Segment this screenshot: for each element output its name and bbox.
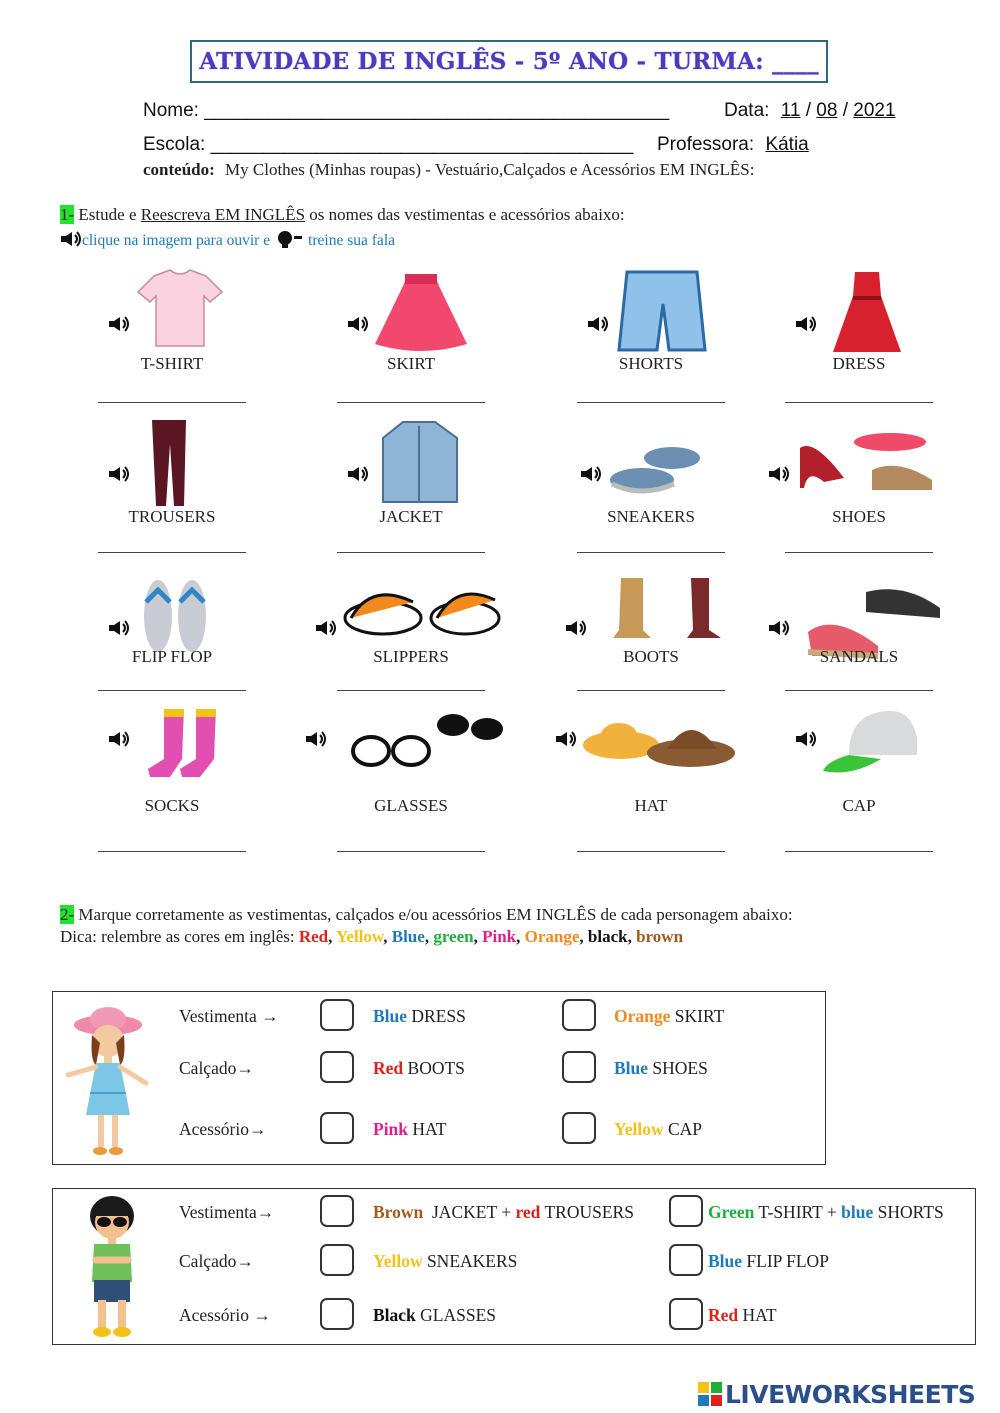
vocab-item-socks <box>72 705 272 857</box>
instr-c: os nomes das vestimentas e acessórios abaixo: <box>309 205 625 224</box>
speaker-icon[interactable] <box>580 466 602 482</box>
opt-color: Blue <box>614 1058 649 1078</box>
boy-checkbox-red-hat[interactable] <box>669 1298 703 1330</box>
teacher-field <box>657 134 809 156</box>
date-year: 2021 <box>853 100 896 121</box>
speaker-icon[interactable] <box>347 316 369 332</box>
answer-blank[interactable] <box>785 690 933 691</box>
logo-icon <box>698 1382 722 1406</box>
skirt-image[interactable] <box>373 268 469 358</box>
item-label: SHOES <box>832 507 886 526</box>
opt-item: JACKET + <box>432 1202 512 1222</box>
date-label: Data: <box>724 100 770 121</box>
color-word-yellow: Yellow <box>336 927 384 946</box>
speaker-icon[interactable] <box>108 466 130 482</box>
vocab-item-boots <box>551 572 751 696</box>
shoes-image[interactable] <box>794 418 944 508</box>
item-label: HAT <box>634 796 668 815</box>
opt-item: FLIP FLOP <box>746 1251 829 1271</box>
hat-image[interactable] <box>581 705 741 795</box>
opt-color: Black <box>373 1305 416 1325</box>
answer-blank[interactable] <box>98 552 246 553</box>
trousers-image[interactable] <box>134 418 230 508</box>
boy-character-image <box>72 1194 152 1342</box>
girl-row3-label: Acessório→ <box>179 1119 267 1139</box>
color-word-green: green <box>433 927 474 946</box>
item-label: SOCKS <box>144 796 200 815</box>
girl-option-red-boots <box>373 1058 465 1079</box>
t-shirt-image[interactable] <box>134 268 230 358</box>
opt-item: T-SHIRT + <box>758 1202 837 1222</box>
answer-blank[interactable] <box>785 402 933 403</box>
cap-image[interactable] <box>821 705 917 795</box>
item-label: DRESS <box>832 354 886 373</box>
color-word-black: black <box>587 927 628 946</box>
speaker-icon[interactable] <box>768 466 790 482</box>
vocab-item-sneakers <box>551 418 751 558</box>
answer-blank[interactable] <box>98 851 246 852</box>
dress-image[interactable] <box>821 268 917 358</box>
liveworksheets-logo <box>698 1380 975 1408</box>
boy-option-blue-flipflop <box>708 1251 829 1272</box>
opt-color: blue <box>841 1202 874 1222</box>
date-month: 08 <box>816 100 838 121</box>
speaker-icon[interactable] <box>347 466 369 482</box>
opt-item: BOOTS <box>407 1058 465 1078</box>
girl-checkbox-blue-dress[interactable] <box>320 999 354 1031</box>
boy-option-brown-jacket-red-trousers <box>373 1202 634 1223</box>
girl-checkbox-red-boots[interactable] <box>320 1051 354 1083</box>
opt-color: Green <box>708 1202 755 1222</box>
color-list: Red, Yellow, Blue, green, Pink, Orange, black, brown <box>298 927 684 946</box>
vocab-item-t-shirt <box>72 268 272 408</box>
socks-image[interactable] <box>134 705 230 795</box>
girl-option-yellow-cap <box>614 1119 702 1140</box>
vocab-item-jacket <box>311 418 511 558</box>
name-field[interactable]: Nome: ____________________________________________ <box>143 100 670 121</box>
item-label: SKIRT <box>386 354 436 373</box>
opt-color: Yellow <box>373 1251 423 1271</box>
girl-character-image <box>60 1003 155 1158</box>
color-word-blue: Blue <box>391 927 425 946</box>
answer-blank[interactable] <box>337 690 485 691</box>
opt-item: HAT <box>742 1305 777 1325</box>
item-label: BOOTS <box>623 647 679 666</box>
speaker-icon[interactable] <box>795 731 817 747</box>
item-label: TROUSERS <box>128 507 216 526</box>
teacher-label: Professora: <box>657 134 755 155</box>
opt-item: HAT <box>412 1119 447 1139</box>
answer-blank[interactable] <box>337 552 485 553</box>
speaker-icon[interactable] <box>108 731 130 747</box>
boy-row2-label: Calçado→ <box>179 1251 254 1271</box>
speaker-icon[interactable] <box>587 316 609 332</box>
item-label: SLIPPERS <box>373 647 449 666</box>
boy-checkbox-green-tshirt[interactable] <box>669 1195 703 1227</box>
speaker-icon[interactable] <box>565 620 587 636</box>
girl-option-blue-shoes <box>614 1058 708 1079</box>
vocab-item-trousers <box>72 418 272 558</box>
boy-option-green-tshirt-blue-shorts <box>708 1202 944 1223</box>
opt-color: Brown <box>373 1202 424 1222</box>
item-label: SNEAKERS <box>607 507 695 526</box>
opt-color: Red <box>373 1058 404 1078</box>
vocab-item-skirt <box>311 268 511 408</box>
girl-checkbox-orange-skirt[interactable] <box>562 999 596 1031</box>
content-line <box>143 160 754 180</box>
item-label: JACKET <box>379 507 443 526</box>
answer-blank[interactable] <box>577 851 725 852</box>
speaker-icon[interactable] <box>555 731 577 747</box>
boy-checkbox-blue-flipflop[interactable] <box>669 1244 703 1276</box>
vocab-item-hat <box>551 705 751 857</box>
sneakers-image[interactable] <box>606 418 716 508</box>
opt-color: Blue <box>373 1006 408 1026</box>
answer-blank[interactable] <box>785 851 933 852</box>
opt-color: Red <box>708 1305 739 1325</box>
opt-item: CAP <box>667 1119 702 1139</box>
vocab-item-shorts <box>551 268 751 408</box>
opt-color: Yellow <box>614 1119 664 1139</box>
jacket-image[interactable] <box>373 418 469 508</box>
instr-a: Estude e <box>78 205 137 224</box>
vocab-item-slippers <box>311 572 511 696</box>
girl-checkbox-pink-hat[interactable] <box>320 1112 354 1144</box>
page-title: ATIVIDADE DE INGLÊS - 5º ANO - TURMA: ____ <box>199 48 819 75</box>
answer-blank[interactable] <box>577 552 725 553</box>
shorts-image[interactable] <box>613 268 709 358</box>
speaker-icon[interactable] <box>315 620 337 636</box>
item-label: SHORTS <box>618 354 684 373</box>
glasses-image[interactable] <box>331 705 511 795</box>
instr-b: Reescreva EM INGLÊS <box>140 205 306 224</box>
tip-label: Dica: relembre as cores em inglês: <box>60 927 295 946</box>
speaker-icon[interactable] <box>108 620 130 636</box>
vocab-item-sandals <box>759 572 959 696</box>
opt-color: red <box>515 1202 541 1222</box>
item-label: T-SHIRT <box>140 354 204 373</box>
section2-text: Marque corretamente as vestimentas, calçados e/ou acessórios EM INGLÊS de cada personagem abaixo: <box>78 905 793 924</box>
section1-number: 1- <box>60 205 75 224</box>
opt-color: Orange <box>614 1006 671 1026</box>
color-word-brown: brown <box>636 927 684 946</box>
listen-line <box>60 230 395 250</box>
color-tip <box>60 927 683 947</box>
speaking-head-icon <box>276 230 304 248</box>
item-label: SANDALS <box>819 647 899 666</box>
speaker-icon[interactable] <box>108 316 130 332</box>
date-field[interactable]: Data: 11 / 08 / 2021 <box>724 100 896 121</box>
speaker-icon[interactable] <box>795 316 817 332</box>
boy-row3-label: Acessório → <box>179 1305 271 1325</box>
boy-row1-label: Vestimenta→ <box>179 1202 275 1222</box>
vocab-item-dress <box>759 268 959 408</box>
opt-item: SHORTS <box>877 1202 944 1222</box>
girl-row2-label: Calçado→ <box>179 1058 254 1078</box>
girl-option-orange-skirt <box>614 1006 724 1027</box>
section2-instruction <box>60 905 793 925</box>
opt-color: Pink <box>373 1119 409 1139</box>
answer-blank[interactable] <box>98 690 246 691</box>
boy-option-yellow-sneakers <box>373 1251 517 1272</box>
content-text: My Clothes (Minhas roupas) - Vestuário,Calçados e Acessórios EM INGLÊS: <box>225 160 755 179</box>
opt-item: GLASSES <box>420 1305 497 1325</box>
boy-option-red-hat <box>708 1305 777 1326</box>
title-box <box>190 40 828 83</box>
item-label: FLIP FLOP <box>131 647 213 666</box>
color-word-pink: Pink <box>482 927 517 946</box>
opt-item: SNEAKERS <box>426 1251 518 1271</box>
girl-checkbox-blue-shoes[interactable] <box>562 1051 596 1083</box>
section1-instruction <box>60 205 625 225</box>
girl-row1-label: Vestimenta → <box>179 1006 279 1026</box>
teacher-name: Kátia <box>765 134 809 155</box>
boy-checkbox-yellow-sneakers[interactable] <box>320 1244 354 1276</box>
vocab-item-flip-flop <box>72 572 272 696</box>
vocab-item-shoes <box>759 418 959 558</box>
answer-blank[interactable] <box>577 402 725 403</box>
content-label: conteúdo: <box>143 160 215 179</box>
speaker-icon[interactable] <box>305 731 327 747</box>
school-field[interactable]: Escola: ________________________________________ <box>143 134 634 155</box>
speaker-icon[interactable] <box>768 620 790 636</box>
girl-option-blue-dress <box>373 1006 466 1027</box>
color-word-orange: Orange <box>524 927 580 946</box>
girl-option-pink-hat <box>373 1119 446 1140</box>
speaker-icon <box>60 231 82 247</box>
answer-blank[interactable] <box>577 690 725 691</box>
color-word-red: Red <box>298 927 329 946</box>
speak-text: treine sua fala <box>308 232 396 249</box>
answer-blank[interactable] <box>98 402 246 403</box>
vocab-item-cap <box>759 705 959 857</box>
opt-item: DRESS <box>411 1006 466 1026</box>
item-label: CAP <box>842 796 876 815</box>
section2-number: 2- <box>60 905 75 924</box>
logo-text: LIVEWORKSHEETS <box>725 1379 976 1409</box>
answer-blank[interactable] <box>785 552 933 553</box>
opt-color: Blue <box>708 1251 743 1271</box>
answer-blank[interactable] <box>337 402 485 403</box>
item-label: GLASSES <box>374 796 448 815</box>
opt-item: TROUSERS <box>544 1202 634 1222</box>
boy-checkbox-black-glasses[interactable] <box>320 1298 354 1330</box>
vocab-item-glasses <box>311 705 511 857</box>
listen-text: clique na imagem para ouvir e <box>82 232 271 249</box>
opt-item: SHOES <box>652 1058 708 1078</box>
boy-checkbox-brown-jacket[interactable] <box>320 1195 354 1227</box>
boy-option-black-glasses <box>373 1305 496 1326</box>
opt-item: SKIRT <box>674 1006 725 1026</box>
answer-blank[interactable] <box>337 851 485 852</box>
date-day: 11 <box>780 100 801 121</box>
girl-checkbox-yellow-cap[interactable] <box>562 1112 596 1144</box>
